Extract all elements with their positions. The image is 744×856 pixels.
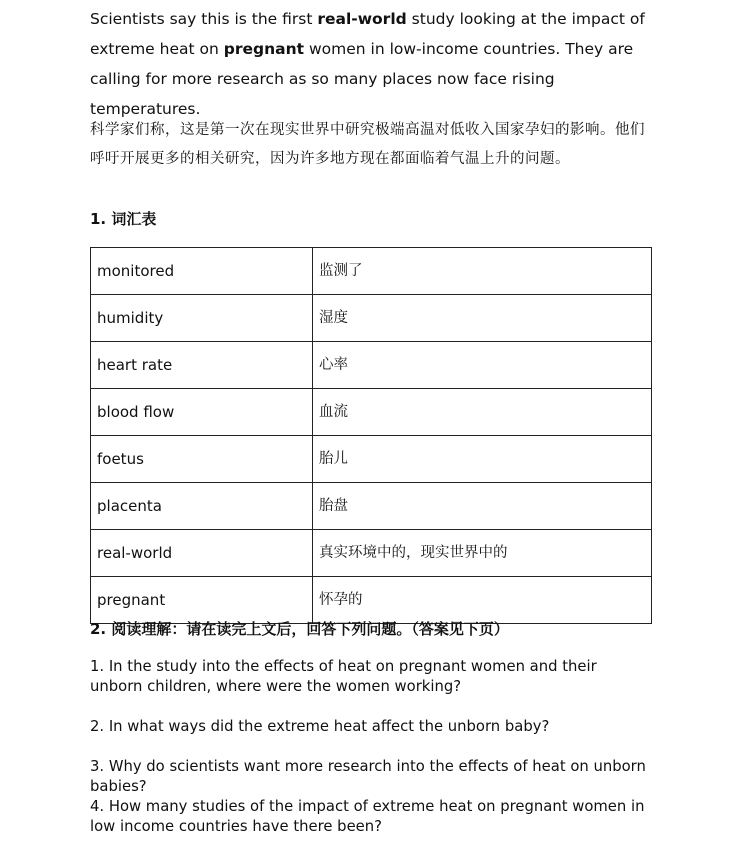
vocab-english: blood flow	[91, 389, 313, 436]
table-row	[91, 530, 652, 577]
vocab-english: placenta	[91, 483, 313, 530]
intro-bold-pregnant: pregnant	[223, 40, 305, 58]
table-row	[91, 248, 652, 295]
vocab-english: foetus	[91, 436, 313, 483]
vocab-english: real-world	[91, 530, 313, 577]
vocab-heading: 1. 词汇表	[90, 210, 157, 228]
question-4: 4. How many studies of the impact of extreme heat on pregnant women in low income countries have there been?	[90, 798, 645, 835]
intro-text-1: Scientists say this is the first	[90, 10, 318, 28]
question-1: 1. In the study into the effects of heat on pregnant women and their unborn children, where were the women working?	[90, 658, 597, 695]
vocab-chinese: 真实环境中的，现实世界中的	[313, 530, 652, 577]
table-row	[91, 577, 652, 624]
reading-heading: 2. 阅读理解：请在读完上文后，回答下列问题。（答案见下页）	[90, 620, 509, 638]
table-row	[91, 342, 652, 389]
table-row	[91, 436, 652, 483]
vocab-chinese: 胎盘	[313, 483, 652, 530]
vocab-chinese: 湿度	[313, 295, 652, 342]
vocab-english: monitored	[91, 248, 313, 295]
vocab-table	[90, 247, 652, 624]
table-row	[91, 389, 652, 436]
question-2: 2. In what ways did the extreme heat affect the unborn baby?	[90, 718, 550, 735]
vocab-english: heart rate	[91, 342, 313, 389]
vocab-english: humidity	[91, 295, 313, 342]
intro-bold-real-world: real-world	[317, 10, 407, 28]
table-row	[91, 295, 652, 342]
question-3: 3. Why do scientists want more research into the effects of heat on unborn babies?	[90, 758, 646, 795]
vocab-chinese: 血流	[313, 389, 652, 436]
vocab-english: pregnant	[91, 577, 313, 624]
table-row	[91, 483, 652, 530]
intro-text-2: study looking at the impact of extreme heat on	[90, 10, 645, 58]
vocab-chinese: 心率	[313, 342, 652, 389]
intro-paragraph	[90, 4, 652, 124]
intro-text-3: women in low-income countries. They are calling for more research as so many places now face rising temperatures.	[90, 40, 634, 118]
vocab-chinese: 胎儿	[313, 436, 652, 483]
vocab-chinese: 怀孕的	[313, 577, 652, 624]
chinese-translation: 科学家们称，这是第一次在现实世界中研究极端高温对低收入国家孕妇的影响。他们呼吁开展更多的相关研究，因为许多地方现在都面临着气温上升的问题。	[90, 122, 645, 167]
vocab-chinese: 监测了	[313, 248, 652, 295]
